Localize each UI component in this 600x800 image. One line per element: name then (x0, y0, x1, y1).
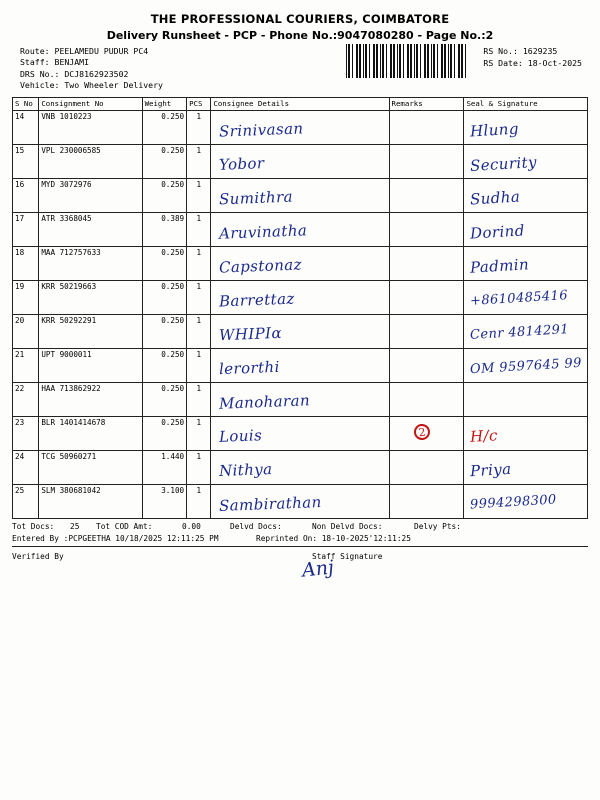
header-left (20, 46, 350, 92)
rs-date-value: 18-Oct-2025 (527, 57, 582, 68)
handwriting-consignee: Srinivasan (219, 119, 305, 141)
tot-docs-label: Tot Docs: (12, 521, 55, 531)
col-sno: S No (13, 97, 39, 110)
handwriting-consignee: Yobor (219, 153, 266, 174)
cell-pcs: 1 (187, 212, 211, 246)
cell-pcs: 1 (187, 280, 211, 314)
cell-weight: 3.100 (142, 484, 187, 518)
cell-consignee (211, 484, 389, 518)
handwriting-consignee: WHIPIα (219, 323, 283, 344)
cell-weight: 0.250 (142, 178, 187, 212)
cell-signature (464, 178, 588, 212)
cell-consignee (211, 212, 389, 246)
route-line (20, 46, 350, 57)
tot-cod-value: 0.00 (182, 521, 201, 531)
table-header-row (13, 97, 588, 110)
rs-date-line (483, 58, 582, 70)
cell-weight: 0.250 (142, 348, 187, 382)
entered-by-label: Entered By :PCPGEETHA 10/18/2025 12:11:25 PM (12, 533, 219, 543)
non-delvd-label: Non Delvd Docs: (312, 521, 383, 531)
tot-docs-value: 25 (70, 521, 80, 531)
cell-pcs: 1 (187, 178, 211, 212)
table-row (13, 348, 588, 382)
table-row (13, 382, 588, 416)
cell-sno: 23 (13, 416, 39, 450)
handwriting-signature: 9994298300 (470, 492, 558, 513)
cell-pcs: 1 (187, 110, 211, 144)
drs-line (20, 69, 350, 80)
rs-no-label: RS No.: (483, 46, 518, 56)
cell-consignee (211, 246, 389, 280)
cell-consignee (211, 144, 389, 178)
cell-consignee (211, 348, 389, 382)
cell-weight: 1.440 (142, 450, 187, 484)
cell-sno: 20 (13, 314, 39, 348)
cell-sno: 14 (13, 110, 39, 144)
col-remarks: Remarks (389, 97, 464, 110)
delvy-pts-label: Delvy Pts: (414, 521, 461, 531)
cell-weight: 0.250 (142, 314, 187, 348)
handwriting-remarks: 2 (413, 423, 431, 441)
staff-value: BENJAMI (54, 57, 90, 68)
cell-consignee (211, 450, 389, 484)
handwriting-staff-signature: Anj (300, 556, 335, 582)
handwriting-consignee: lerorthi (219, 357, 281, 378)
handwriting-consignee: Aruvinatha (219, 220, 308, 243)
cell-weight: 0.250 (142, 110, 187, 144)
cell-consignee (211, 416, 389, 450)
cell-remarks (389, 178, 464, 212)
handwriting-signature: Hlung (469, 119, 520, 141)
cell-sno: 21 (13, 348, 39, 382)
tot-cod-label: Tot COD Amt: (96, 521, 153, 531)
cell-remarks (389, 280, 464, 314)
cell-pcs: 1 (187, 484, 211, 518)
table-body (13, 110, 588, 518)
cell-pcs: 1 (187, 382, 211, 416)
staff-signature-label: Staff Signature (312, 551, 383, 561)
runsheet-table (12, 97, 588, 519)
drs-label: DRS No.: (20, 68, 60, 79)
cell-weight: 0.250 (142, 246, 187, 280)
document-subtitle: Delivery Runsheet - PCP - Phone No.:9047080280 - Page No.:2 (106, 29, 494, 42)
cell-pcs: 1 (187, 314, 211, 348)
header-right (483, 46, 582, 69)
cell-sno: 18 (13, 246, 39, 280)
cell-consignment: MYD 3072976 (39, 178, 142, 212)
verified-by-label: Verified By (12, 551, 64, 561)
staff-label: Staff: (20, 57, 50, 68)
table-row (13, 110, 588, 144)
cell-consignment: ATR 3368045 (39, 212, 142, 246)
table-row (13, 246, 588, 280)
handwriting-consignee: Sambirathan (219, 492, 323, 515)
cell-sno: 16 (13, 178, 39, 212)
route-value: PEELAMEDU PUDUR PC4 (54, 46, 149, 56)
cell-remarks (389, 348, 464, 382)
cell-weight: 0.389 (142, 212, 187, 246)
cell-consignee (211, 314, 389, 348)
cell-remarks (389, 212, 464, 246)
cell-weight: 0.250 (142, 416, 187, 450)
rs-no-line (483, 46, 582, 58)
vehicle-label: Vehicle: (20, 80, 60, 91)
handwriting-signature: Cenr 4814291 (470, 321, 570, 343)
handwriting-consignee: Capstonaz (219, 255, 303, 277)
rs-no-value: 1629235 (522, 46, 558, 56)
cell-signature (464, 382, 588, 416)
rs-date-label: RS Date: (483, 57, 523, 68)
col-signature: Seal & Signature (464, 97, 588, 110)
cell-remarks (389, 450, 464, 484)
table-row (13, 144, 588, 178)
cell-signature (464, 484, 588, 518)
table-row (13, 314, 588, 348)
cell-sno: 19 (13, 280, 39, 314)
handwriting-signature: +8610485416 (470, 287, 569, 309)
cell-pcs: 1 (187, 246, 211, 280)
verified-section (12, 549, 588, 607)
entered-row (12, 533, 588, 546)
cell-signature (464, 314, 588, 348)
cell-pcs: 1 (187, 348, 211, 382)
cell-signature (464, 246, 588, 280)
vehicle-value: Two Wheeler Delivery (64, 80, 163, 91)
table-row (13, 484, 588, 518)
cell-remarks (389, 246, 464, 280)
vehicle-line (20, 80, 350, 91)
handwriting-signature: Security (469, 152, 538, 175)
table-row (13, 178, 588, 212)
cell-consignment: KRR 50219663 (39, 280, 142, 314)
cell-consignment: KRR 50292291 (39, 314, 142, 348)
footer-divider (12, 546, 588, 547)
cell-pcs: 1 (187, 450, 211, 484)
drs-value: DCJ8162923502 (64, 68, 129, 79)
cell-consignment: SLM 380681042 (39, 484, 142, 518)
cell-consignment: VPL 230006585 (39, 144, 142, 178)
table-row (13, 212, 588, 246)
cell-weight: 0.250 (142, 382, 187, 416)
handwriting-signature: Padmin (469, 254, 530, 277)
cell-pcs: 1 (187, 416, 211, 450)
table-row (13, 280, 588, 314)
handwriting-consignee: Louis (219, 425, 263, 446)
cell-sno: 25 (13, 484, 39, 518)
cell-pcs: 1 (187, 144, 211, 178)
staff-line (20, 57, 350, 68)
handwriting-signature: H/c (469, 425, 499, 446)
handwriting-signature: Sudha (469, 187, 522, 209)
handwriting-consignee: Nithya (219, 459, 274, 480)
cell-consignee (211, 178, 389, 212)
handwriting-signature: OM 9597645 99 (470, 355, 583, 377)
col-consignee: Consignee Details (211, 97, 389, 110)
table-row (13, 450, 588, 484)
handwriting-consignee: Manoharan (219, 390, 311, 413)
cell-sno: 24 (13, 450, 39, 484)
cell-signature (464, 450, 588, 484)
cell-consignment: BLR 1401414678 (39, 416, 142, 450)
cell-consignee (211, 382, 389, 416)
cell-sno: 22 (13, 382, 39, 416)
company-title: THE PROFESSIONAL COURIERS, COIMBATORE (150, 12, 450, 26)
cell-signature (464, 144, 588, 178)
cell-weight: 0.250 (142, 144, 187, 178)
col-weight: Weight (142, 97, 187, 110)
table-row (13, 416, 588, 450)
cell-signature (464, 416, 588, 450)
cell-remarks (389, 382, 464, 416)
barcode-image (346, 44, 466, 78)
handwriting-consignee: Barrettaz (219, 289, 296, 311)
cell-signature (464, 280, 588, 314)
totals-row (12, 521, 588, 533)
cell-remarks (389, 110, 464, 144)
cell-signature (464, 348, 588, 382)
route-label: Route: (20, 46, 50, 56)
cell-consignment: MAA 712757633 (39, 246, 142, 280)
cell-consignment: HAA 713862922 (39, 382, 142, 416)
cell-consignment: VNB 1010223 (39, 110, 142, 144)
cell-remarks (389, 144, 464, 178)
cell-remarks (389, 416, 464, 450)
handwriting-consignee: Sumithra (219, 187, 294, 209)
cell-signature (464, 110, 588, 144)
col-consignment: Consignment No (39, 97, 142, 110)
cell-sno: 17 (13, 212, 39, 246)
cell-consignment: UPT 9000011 (39, 348, 142, 382)
cell-weight: 0.250 (142, 280, 187, 314)
footer-totals (12, 521, 588, 607)
cell-remarks (389, 484, 464, 518)
cell-consignee (211, 280, 389, 314)
cell-consignee (211, 110, 389, 144)
handwriting-signature: Priya (469, 459, 513, 480)
cell-remarks (389, 314, 464, 348)
cell-signature (464, 212, 588, 246)
handwriting-signature: Dorind (469, 221, 526, 243)
cell-sno: 15 (13, 144, 39, 178)
header-block (20, 46, 582, 92)
reprinted-label: Reprinted On: 18-10-2025'12:11:25 (256, 533, 411, 543)
delvd-docs-label: Delvd Docs: (230, 521, 282, 531)
cell-consignment: TCG 50960271 (39, 450, 142, 484)
col-pcs: PCS (187, 97, 211, 110)
